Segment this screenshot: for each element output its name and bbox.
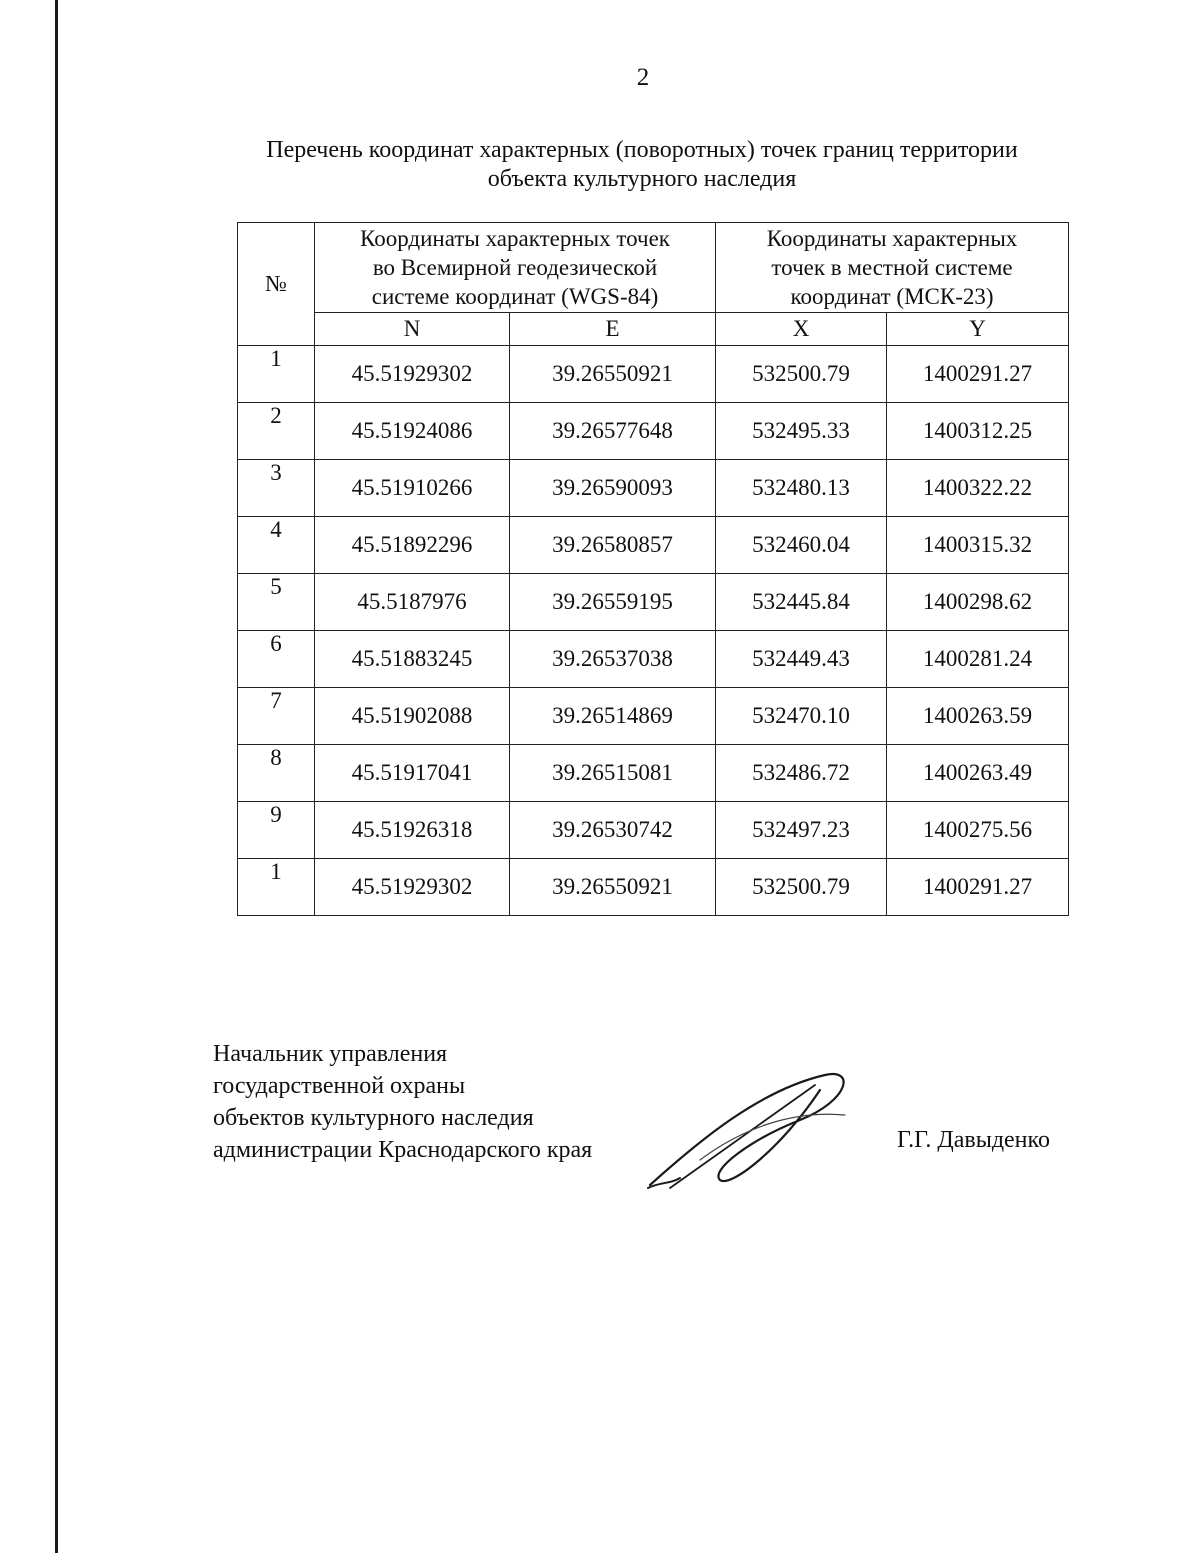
cell-x: 532500.79 bbox=[716, 859, 887, 916]
cell-x: 532497.23 bbox=[716, 802, 887, 859]
cell-y: 1400275.56 bbox=[887, 802, 1069, 859]
number-column-header: № bbox=[238, 223, 315, 346]
msk23-header-line: координат (МСК-23) bbox=[790, 284, 994, 309]
msk23-header-line: точек в местной системе bbox=[771, 255, 1013, 280]
cell-y: 1400291.27 bbox=[887, 859, 1069, 916]
document-title bbox=[200, 136, 1084, 194]
cell-e: 39.26550921 bbox=[510, 859, 716, 916]
cell-e: 39.26537038 bbox=[510, 631, 716, 688]
table-row bbox=[238, 403, 1069, 460]
cell-x: 532486.72 bbox=[716, 745, 887, 802]
table-row bbox=[238, 745, 1069, 802]
cell-e: 39.26514869 bbox=[510, 688, 716, 745]
column-header-e: E bbox=[510, 313, 716, 346]
table-row bbox=[238, 631, 1069, 688]
row-number: 6 bbox=[238, 631, 315, 688]
table-subheader-row bbox=[238, 313, 1069, 346]
column-header-y: Y bbox=[887, 313, 1069, 346]
cell-y: 1400263.59 bbox=[887, 688, 1069, 745]
cell-y: 1400322.22 bbox=[887, 460, 1069, 517]
table-row bbox=[238, 859, 1069, 916]
signatory-position-line: Начальник управления bbox=[213, 1041, 448, 1067]
cell-n: 45.51929302 bbox=[315, 859, 510, 916]
cell-x: 532445.84 bbox=[716, 574, 887, 631]
row-number: 9 bbox=[238, 802, 315, 859]
cell-x: 532470.10 bbox=[716, 688, 887, 745]
cell-y: 1400315.32 bbox=[887, 517, 1069, 574]
wgs84-header-line: во Всемирной геодезической bbox=[372, 255, 658, 280]
table-row bbox=[238, 688, 1069, 745]
table-row bbox=[238, 460, 1069, 517]
column-header-x: X bbox=[716, 313, 887, 346]
wgs84-header-line: Координаты характерных точек bbox=[360, 226, 670, 251]
cell-y: 1400263.49 bbox=[887, 745, 1069, 802]
document-title-line-2: объекта культурного наследия bbox=[487, 166, 797, 192]
cell-e: 39.26530742 bbox=[510, 802, 716, 859]
cell-e: 39.26515081 bbox=[510, 745, 716, 802]
cell-n: 45.51910266 bbox=[315, 460, 510, 517]
row-number: 5 bbox=[238, 574, 315, 631]
cell-e: 39.26559195 bbox=[510, 574, 716, 631]
cell-e: 39.26580857 bbox=[510, 517, 716, 574]
document-title-line-1: Перечень координат характерных (поворотных) точек границ территории bbox=[266, 137, 1018, 163]
cell-n: 45.5187976 bbox=[315, 574, 510, 631]
cell-x: 532460.04 bbox=[716, 517, 887, 574]
cell-x: 532449.43 bbox=[716, 631, 887, 688]
page-number: 2 bbox=[636, 64, 650, 91]
row-number: 8 bbox=[238, 745, 315, 802]
cell-n: 45.51917041 bbox=[315, 745, 510, 802]
wgs84-group-header bbox=[315, 223, 716, 313]
row-number: 1 bbox=[238, 859, 315, 916]
cell-y: 1400291.27 bbox=[887, 346, 1069, 403]
cell-n: 45.51929302 bbox=[315, 346, 510, 403]
signatory-name: Г.Г. Давыденко bbox=[897, 1127, 1050, 1153]
table-row bbox=[238, 346, 1069, 403]
cell-x: 532500.79 bbox=[716, 346, 887, 403]
msk23-header-line: Координаты характерных bbox=[766, 226, 1018, 251]
cell-n: 45.51924086 bbox=[315, 403, 510, 460]
cell-e: 39.26577648 bbox=[510, 403, 716, 460]
column-header-n: N bbox=[315, 313, 510, 346]
signatory-position-line: государственной охраны bbox=[213, 1073, 466, 1099]
row-number: 7 bbox=[238, 688, 315, 745]
table-row bbox=[238, 574, 1069, 631]
cell-y: 1400281.24 bbox=[887, 631, 1069, 688]
row-number: 4 bbox=[238, 517, 315, 574]
cell-x: 532495.33 bbox=[716, 403, 887, 460]
cell-n: 45.51926318 bbox=[315, 802, 510, 859]
msk23-group-header bbox=[716, 223, 1069, 313]
signatory-position-line: администрации Краснодарского края bbox=[213, 1137, 593, 1163]
cell-e: 39.26590093 bbox=[510, 460, 716, 517]
table-header-row bbox=[238, 223, 1069, 313]
cell-y: 1400312.25 bbox=[887, 403, 1069, 460]
row-number: 2 bbox=[238, 403, 315, 460]
cell-n: 45.51883245 bbox=[315, 631, 510, 688]
cell-e: 39.26550921 bbox=[510, 346, 716, 403]
row-number: 3 bbox=[238, 460, 315, 517]
cell-n: 45.51892296 bbox=[315, 517, 510, 574]
cell-n: 45.51902088 bbox=[315, 688, 510, 745]
handwritten-signature-icon bbox=[640, 1060, 860, 1200]
cell-x: 532480.13 bbox=[716, 460, 887, 517]
table-row bbox=[238, 517, 1069, 574]
wgs84-header-line: системе координат (WGS-84) bbox=[371, 284, 659, 309]
coordinates-table bbox=[237, 222, 1069, 916]
table-row bbox=[238, 802, 1069, 859]
signatory-position-line: объектов культурного наследия bbox=[213, 1105, 534, 1131]
scan-edge-line bbox=[55, 0, 58, 1553]
cell-y: 1400298.62 bbox=[887, 574, 1069, 631]
row-number: 1 bbox=[238, 346, 315, 403]
signatory-position bbox=[213, 1038, 592, 1166]
